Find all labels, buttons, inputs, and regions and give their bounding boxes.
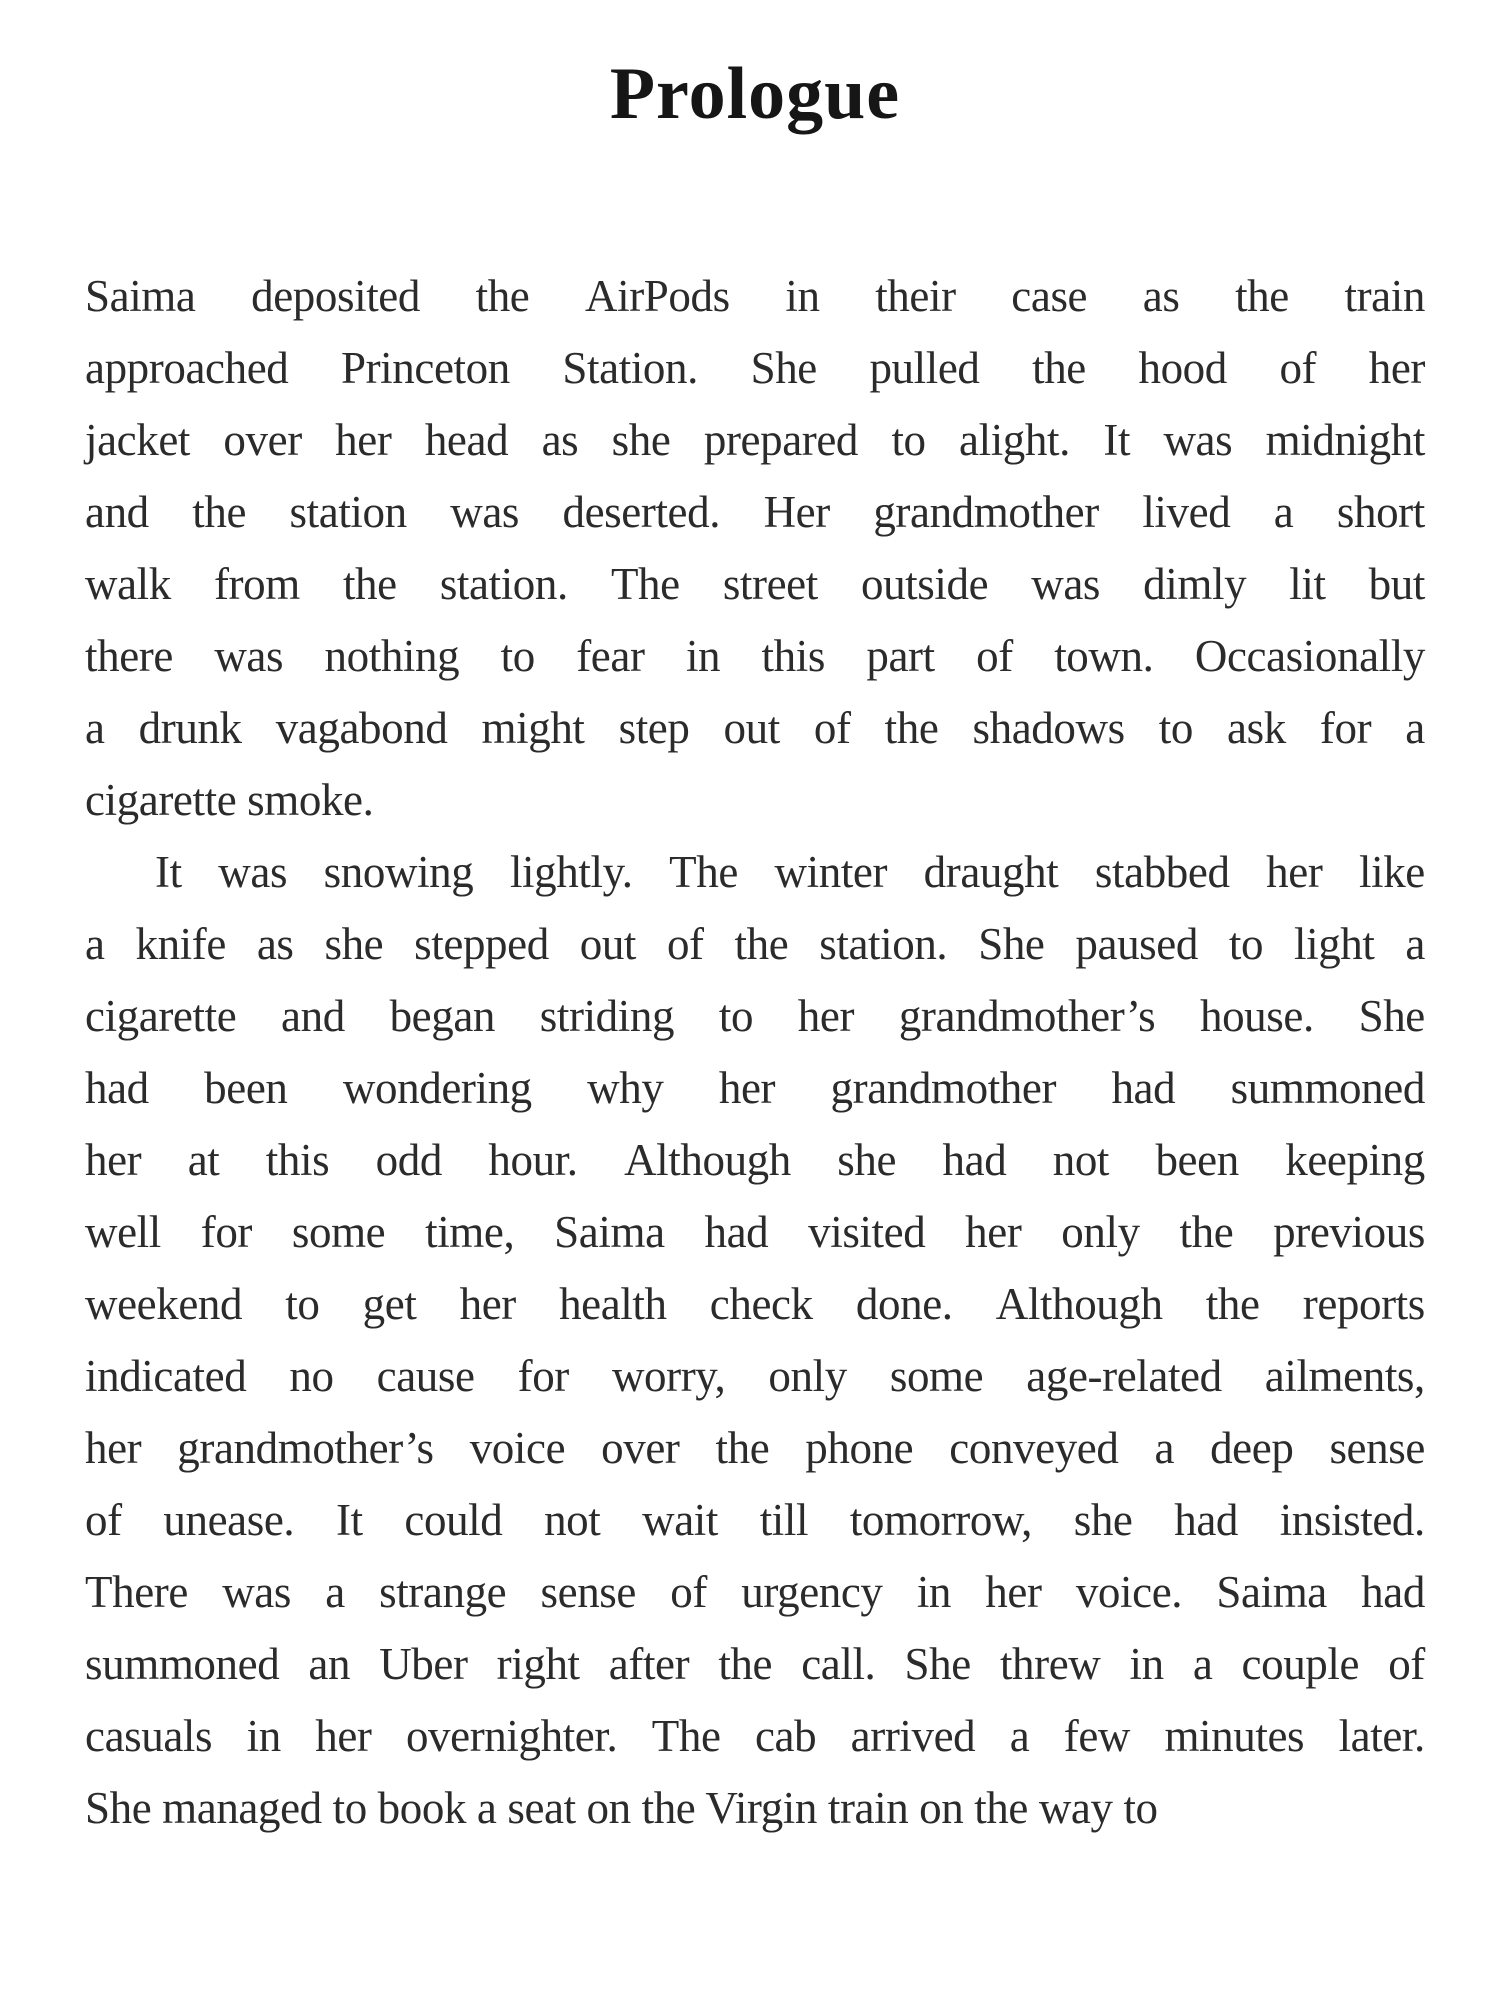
word: to bbox=[1228, 919, 1264, 970]
text-line bbox=[85, 1196, 1425, 1268]
word: her bbox=[797, 991, 855, 1042]
word: weekend bbox=[85, 1279, 243, 1330]
word: step bbox=[618, 703, 690, 754]
word: like bbox=[1359, 847, 1425, 898]
text-line bbox=[85, 260, 1425, 332]
word: in bbox=[916, 1567, 952, 1618]
word: paused bbox=[1075, 919, 1198, 970]
word: sense bbox=[540, 1567, 636, 1618]
word: the bbox=[718, 1639, 773, 1690]
word: Although bbox=[995, 1279, 1163, 1330]
text-line bbox=[85, 1628, 1425, 1700]
word: was bbox=[1031, 559, 1101, 610]
word: till bbox=[759, 1495, 809, 1546]
word: Princeton bbox=[340, 343, 510, 394]
word: stabbed bbox=[1094, 847, 1230, 898]
word: her bbox=[85, 1135, 142, 1186]
word: worry, bbox=[611, 1351, 726, 1402]
word: right bbox=[496, 1639, 580, 1690]
word: knife bbox=[135, 919, 226, 970]
word: stepped bbox=[414, 919, 549, 970]
word: done. bbox=[855, 1279, 953, 1330]
word: might bbox=[481, 703, 585, 754]
word: in bbox=[246, 1711, 281, 1762]
word: It bbox=[155, 847, 182, 898]
word: call. bbox=[801, 1639, 876, 1690]
word: She bbox=[978, 919, 1045, 970]
body-text bbox=[85, 260, 1425, 1844]
word: her bbox=[718, 1063, 776, 1114]
word: train bbox=[1344, 271, 1425, 322]
word: Uber bbox=[379, 1639, 468, 1690]
word: her bbox=[335, 415, 392, 466]
word: Saima bbox=[1216, 1567, 1327, 1618]
word: lived bbox=[1142, 487, 1231, 538]
word: deep bbox=[1210, 1423, 1294, 1474]
word: at bbox=[187, 1135, 220, 1186]
word: had bbox=[704, 1207, 769, 1258]
word: from bbox=[213, 559, 300, 610]
word: there bbox=[85, 631, 173, 682]
text-line bbox=[85, 1124, 1425, 1196]
paragraph-2 bbox=[85, 836, 1425, 1844]
word: this bbox=[761, 631, 825, 682]
word: overnighter. bbox=[405, 1711, 618, 1762]
word: hood bbox=[1138, 343, 1227, 394]
word: station. bbox=[439, 559, 568, 610]
text-line bbox=[85, 1484, 1425, 1556]
text-line bbox=[85, 404, 1425, 476]
word: after bbox=[608, 1639, 690, 1690]
word: the bbox=[884, 703, 939, 754]
word: drunk bbox=[138, 703, 242, 754]
text-line bbox=[85, 1268, 1425, 1340]
word: casuals bbox=[85, 1711, 213, 1762]
word: ailments, bbox=[1264, 1351, 1425, 1402]
word: her bbox=[85, 1423, 142, 1474]
word: the bbox=[1179, 1207, 1234, 1258]
text-line bbox=[85, 1412, 1425, 1484]
word: she bbox=[837, 1135, 897, 1186]
word: in bbox=[1129, 1639, 1164, 1690]
word: the bbox=[1032, 343, 1086, 394]
word: cigarette bbox=[85, 991, 237, 1042]
word: some bbox=[889, 1351, 984, 1402]
word: over bbox=[223, 415, 302, 466]
word: Saima bbox=[554, 1207, 665, 1258]
word: Although bbox=[624, 1135, 791, 1186]
word: the bbox=[1235, 271, 1289, 322]
word: dimly bbox=[1143, 559, 1247, 610]
word: a bbox=[1154, 1423, 1175, 1474]
word: sense bbox=[1329, 1423, 1425, 1474]
word: unease. bbox=[163, 1495, 295, 1546]
word: to bbox=[285, 1279, 320, 1330]
word: a bbox=[85, 703, 105, 754]
word: Occasionally bbox=[1194, 631, 1425, 682]
word: been bbox=[204, 1063, 288, 1114]
word: indicated bbox=[85, 1351, 247, 1402]
word: couple bbox=[1241, 1639, 1360, 1690]
word: a bbox=[1405, 703, 1425, 754]
word: nothing bbox=[324, 631, 460, 682]
word: for bbox=[1319, 703, 1372, 754]
word: arrived bbox=[850, 1711, 976, 1762]
word: why bbox=[587, 1063, 664, 1114]
word: her bbox=[965, 1207, 1022, 1258]
word: grandmother bbox=[830, 1063, 1057, 1114]
word: It bbox=[335, 1495, 363, 1546]
word: grandmother bbox=[873, 487, 1099, 538]
word: few bbox=[1063, 1711, 1130, 1762]
chapter-title: Prologue bbox=[609, 53, 901, 135]
word: no bbox=[289, 1351, 334, 1402]
text-line bbox=[85, 908, 1425, 980]
word: cause bbox=[376, 1351, 475, 1402]
word: a bbox=[325, 1567, 345, 1618]
word: only bbox=[768, 1351, 847, 1402]
text-line bbox=[85, 1556, 1425, 1628]
word: winter bbox=[774, 847, 888, 898]
word: of bbox=[85, 1495, 122, 1546]
word: a bbox=[1273, 487, 1294, 538]
word: The bbox=[651, 1711, 721, 1762]
word: out bbox=[723, 703, 780, 754]
word: wondering bbox=[342, 1063, 532, 1114]
word: was bbox=[222, 1567, 291, 1618]
word: summoned bbox=[85, 1639, 280, 1690]
word: of bbox=[976, 631, 1013, 682]
word: time, bbox=[425, 1207, 515, 1258]
word: of bbox=[670, 1567, 707, 1618]
word: threw bbox=[999, 1639, 1101, 1690]
word: snowing bbox=[323, 847, 474, 898]
word: jacket bbox=[85, 415, 191, 466]
word: out bbox=[579, 919, 637, 970]
word: was bbox=[1163, 415, 1233, 466]
word: part bbox=[866, 631, 935, 682]
word: had bbox=[85, 1063, 149, 1114]
word: light bbox=[1293, 919, 1375, 970]
word: urgency bbox=[741, 1567, 883, 1618]
word: keeping bbox=[1285, 1135, 1425, 1186]
text-line: She managed to book a seat on the Virgin train on the way to bbox=[85, 1783, 1158, 1834]
word: cab bbox=[754, 1711, 817, 1762]
word: an bbox=[308, 1639, 351, 1690]
word: the bbox=[342, 559, 397, 610]
word: phone bbox=[805, 1423, 914, 1474]
word: her bbox=[459, 1279, 516, 1330]
word: conveyed bbox=[949, 1423, 1119, 1474]
word: she bbox=[611, 415, 671, 466]
word: minutes bbox=[1164, 1711, 1305, 1762]
word: some bbox=[291, 1207, 386, 1258]
text-line bbox=[85, 620, 1425, 692]
word: been bbox=[1155, 1135, 1239, 1186]
word: of bbox=[1279, 343, 1317, 394]
word: not bbox=[1052, 1135, 1110, 1186]
word: health bbox=[559, 1279, 667, 1330]
word: pulled bbox=[869, 343, 980, 394]
word: had bbox=[1361, 1567, 1425, 1618]
word: for bbox=[200, 1207, 253, 1258]
word: the bbox=[192, 487, 247, 538]
word: age-related bbox=[1026, 1351, 1222, 1402]
word: the bbox=[715, 1423, 770, 1474]
word: hour. bbox=[488, 1135, 578, 1186]
word: She bbox=[1358, 991, 1425, 1042]
word: head bbox=[424, 415, 509, 466]
word: reports bbox=[1302, 1279, 1425, 1330]
word: short bbox=[1336, 487, 1425, 538]
word: to bbox=[1158, 703, 1193, 754]
word: had bbox=[1174, 1495, 1238, 1546]
word: this bbox=[265, 1135, 330, 1186]
word: of bbox=[1388, 1639, 1425, 1690]
word: a bbox=[1009, 1711, 1030, 1762]
word: grandmother’s bbox=[177, 1423, 434, 1474]
word: AirPods bbox=[585, 271, 730, 322]
word: town. bbox=[1054, 631, 1154, 682]
word: as bbox=[1142, 271, 1180, 322]
word: There bbox=[85, 1567, 188, 1618]
word: and bbox=[85, 487, 149, 538]
word: approached bbox=[85, 343, 289, 394]
text-line bbox=[85, 548, 1425, 620]
text-line bbox=[85, 980, 1425, 1052]
word: visited bbox=[808, 1207, 926, 1258]
word: the bbox=[734, 919, 789, 970]
word: lightly. bbox=[509, 847, 633, 898]
word: wait bbox=[642, 1495, 718, 1546]
word: could bbox=[404, 1495, 503, 1546]
word: was bbox=[214, 631, 284, 682]
word: the bbox=[1205, 1279, 1260, 1330]
word: voice. bbox=[1075, 1567, 1183, 1618]
word: was bbox=[218, 847, 288, 898]
book-page bbox=[85, 0, 1425, 1844]
word: prepared bbox=[703, 415, 859, 466]
word: not bbox=[544, 1495, 601, 1546]
word: deposited bbox=[251, 271, 420, 322]
word: her bbox=[315, 1711, 372, 1762]
word: house. bbox=[1199, 991, 1314, 1042]
word: she bbox=[324, 919, 384, 970]
word: fear bbox=[576, 631, 645, 682]
word: previous bbox=[1273, 1207, 1425, 1258]
word: strange bbox=[379, 1567, 507, 1618]
text-line bbox=[85, 1340, 1425, 1412]
word: tomorrow, bbox=[849, 1495, 1033, 1546]
word: her bbox=[1368, 343, 1425, 394]
word: shadows bbox=[972, 703, 1125, 754]
word: over bbox=[601, 1423, 680, 1474]
word: their bbox=[875, 271, 956, 322]
word: outside bbox=[860, 559, 989, 610]
word: striding bbox=[539, 991, 675, 1042]
word: to bbox=[891, 415, 926, 466]
word: lit bbox=[1289, 559, 1326, 610]
word: but bbox=[1368, 559, 1425, 610]
word: her bbox=[1266, 847, 1323, 898]
word: odd bbox=[375, 1135, 442, 1186]
text-line bbox=[85, 332, 1425, 404]
word: It bbox=[1103, 415, 1131, 466]
word: for bbox=[517, 1351, 569, 1402]
word: summoned bbox=[1230, 1063, 1425, 1114]
text-line bbox=[85, 836, 1425, 908]
paragraph-1 bbox=[85, 260, 1425, 836]
word: the bbox=[475, 271, 530, 322]
word: deserted. bbox=[562, 487, 721, 538]
word: Saima bbox=[85, 271, 196, 322]
word: ask bbox=[1227, 703, 1286, 754]
word: street bbox=[722, 559, 818, 610]
word: The bbox=[610, 559, 680, 610]
word: had bbox=[1111, 1063, 1176, 1114]
word: draught bbox=[923, 847, 1059, 898]
word: voice bbox=[469, 1423, 566, 1474]
word: case bbox=[1011, 271, 1088, 322]
word: of bbox=[813, 703, 851, 754]
word: only bbox=[1061, 1207, 1140, 1258]
word: and bbox=[281, 991, 345, 1042]
text-line bbox=[85, 1052, 1425, 1124]
word: grandmother’s bbox=[898, 991, 1156, 1042]
text-line bbox=[85, 1700, 1425, 1772]
text-line bbox=[85, 692, 1425, 764]
word: of bbox=[666, 919, 704, 970]
word: get bbox=[362, 1279, 417, 1330]
word: her bbox=[985, 1567, 1042, 1618]
word: later. bbox=[1338, 1711, 1425, 1762]
word: in bbox=[685, 631, 721, 682]
word: insisted. bbox=[1279, 1495, 1425, 1546]
word: had bbox=[942, 1135, 1007, 1186]
word: a bbox=[85, 919, 105, 970]
word: walk bbox=[85, 559, 171, 610]
word: as bbox=[256, 919, 294, 970]
word: check bbox=[709, 1279, 813, 1330]
word: to bbox=[500, 631, 535, 682]
word: a bbox=[1192, 1639, 1213, 1690]
word: midnight bbox=[1265, 415, 1425, 466]
word: a bbox=[1405, 919, 1425, 970]
word: Her bbox=[763, 487, 830, 538]
word: The bbox=[669, 847, 738, 898]
word: as bbox=[541, 415, 579, 466]
word: began bbox=[389, 991, 496, 1042]
text-line: cigarette smoke. bbox=[85, 775, 374, 826]
word: well bbox=[85, 1207, 161, 1258]
word: She bbox=[750, 343, 817, 394]
word: was bbox=[450, 487, 520, 538]
word: Station. bbox=[562, 343, 698, 394]
word: in bbox=[785, 271, 820, 322]
word: to bbox=[718, 991, 754, 1042]
word: she bbox=[1073, 1495, 1133, 1546]
text-line bbox=[85, 476, 1425, 548]
word: station bbox=[289, 487, 407, 538]
word: alight. bbox=[959, 415, 1070, 466]
word: She bbox=[904, 1639, 971, 1690]
word: station. bbox=[819, 919, 948, 970]
word: vagabond bbox=[275, 703, 448, 754]
